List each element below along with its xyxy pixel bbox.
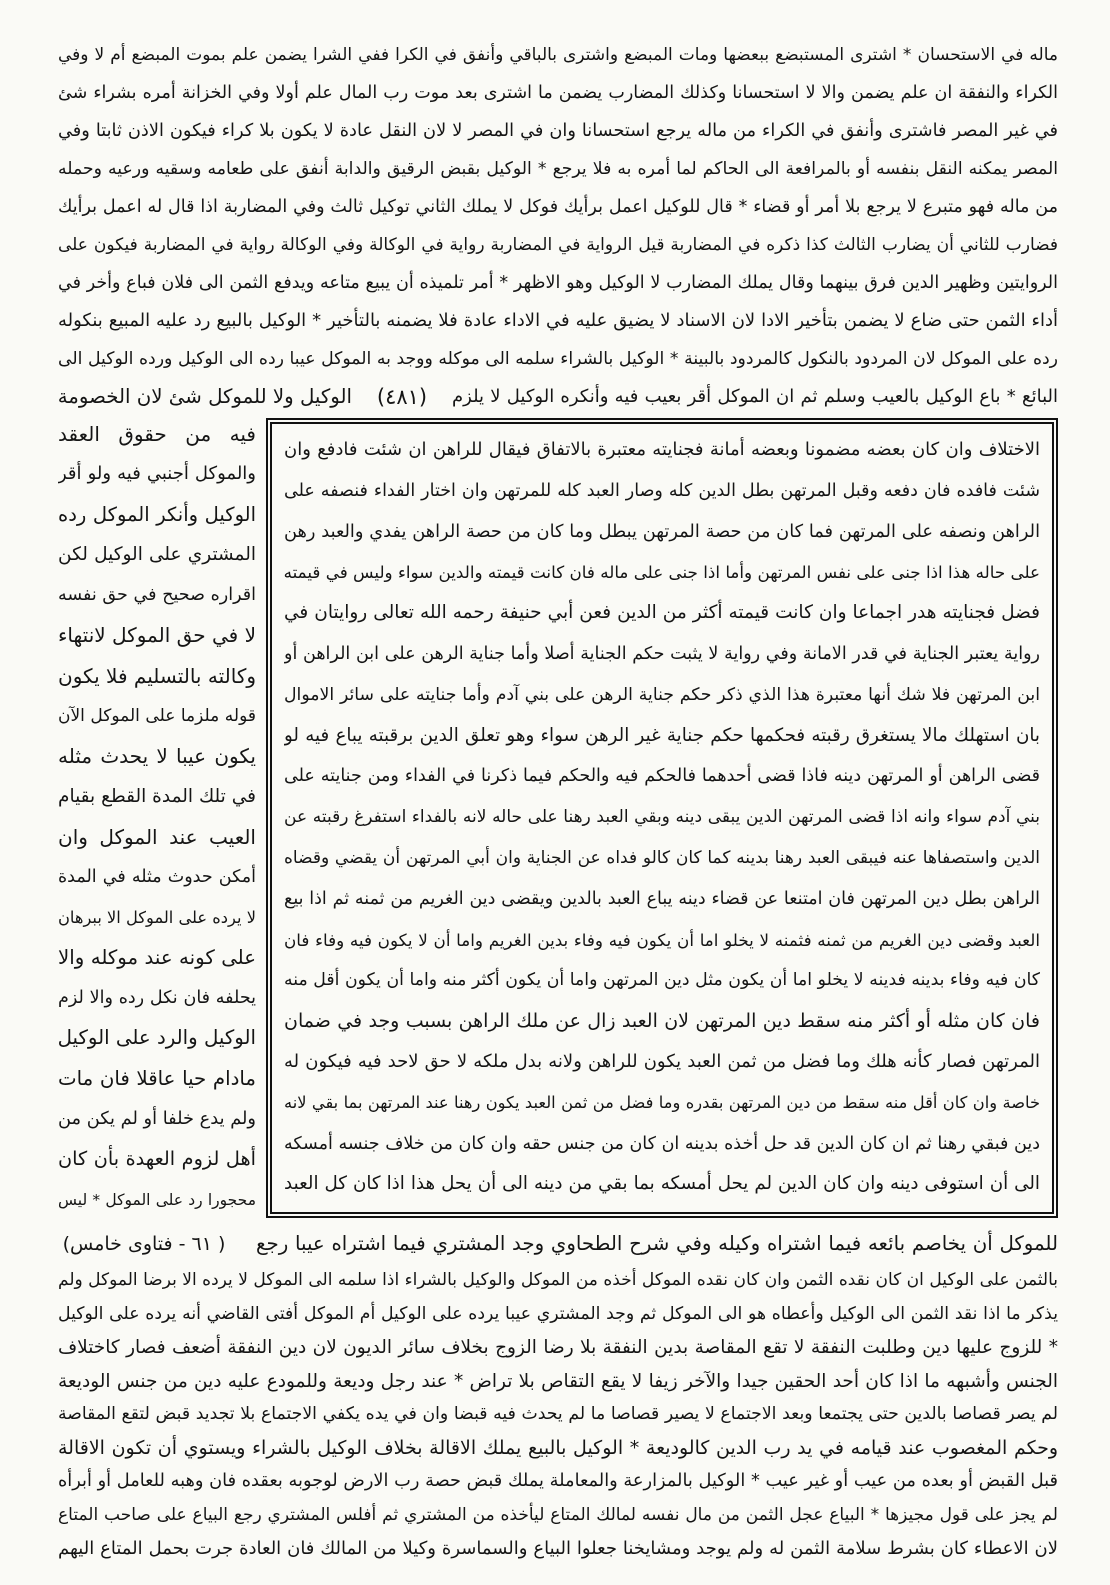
box-line: ابن المرتهن فلا شك أنها معتبرة هذا الذي ذكر حكم جناية الرهن على بني آدم وأما جنايته على سائر الاموال xyxy=(284,684,1040,705)
text-line: لم يجز على قول مجيزها * البياع عجل الثمن من مال نفسه لمالك المتاع ليأخذه من المشتري ثم أفلس المشتري رجع البياع على صاحب المتاع xyxy=(58,1504,1058,1525)
text-line: وحكم المغصوب عند قيامه في يد رب الدين كالوديعة * الوكيل بالبيع يملك الاقالة بخلاف الوكيل بالشراء ويستوي أن تكون الاقالة xyxy=(58,1436,1058,1459)
margin-line: أهل لزوم العهدة بأن كان xyxy=(58,1147,256,1171)
top-text-block xyxy=(58,36,1058,378)
text-line: الجنس وأشبهه ما اذا كان أحد الحقين جيدا والآخر زيفا لا يقع التقاص بلا تراض * عند رجل وديعة وللمودع عليه دين من جنس الوديعة xyxy=(58,1370,1058,1392)
margin-line: قوله ملزما على الموكل الآن xyxy=(58,706,256,727)
text-line: رده على الموكل لان المردود بالنكول كالمردود بالبينة * الوكيل بالشراء سلمه الى موكله ووجد به الموكل عيبا رده الى الوكيل ورده الوكيل الى xyxy=(58,349,1058,369)
signature-line xyxy=(58,1226,1058,1262)
margin-line: في تلك المدة القطع بقيام xyxy=(58,785,256,807)
margin-line: يكون عيبا لا يحدث مثله xyxy=(58,744,256,769)
margin-line: العيب عند الموكل وان xyxy=(58,824,256,849)
margin-line: الوكيل وأنكر الموكل رده xyxy=(58,502,256,526)
box-line: الاختلاف وان كان بعضه مضمونا وبعضه أمانة فجنايته معتبرة بالاتفاق فيقال للراهن ان شئت فادفع وان xyxy=(284,439,1040,460)
margin-line: على كونه عند موكله والا xyxy=(58,945,256,969)
text-line: ماله في الاستحسان * اشترى المستبضع ببعضها ومات المبضع واشترى بالباقي وأنفق في الكرا ففي الشرا يضمن علم بموت المبضع أم لا وفي xyxy=(58,45,1058,65)
text-line: لان الاعطاء كان بشرط سلامة الثمن له ولم يوجد ومشايخنا جعلوا البياع والسماسرة وكيلا من المالك فان العادة جرت بحمل المتاع اليهم xyxy=(58,1538,1058,1559)
text-line: المصر يمكنه النقل بنفسه أو بالمرافعة الى الحاكم لما أمره به فلا يرجع * الوكيل بقبض الرقيق والدابة أنفق على طعامه وسقيه ورعيه وحمله xyxy=(58,159,1058,179)
page-number: (٤٨١) xyxy=(376,385,428,409)
margin-line: يحلفه فان نكل رده والا لزم xyxy=(58,988,256,1009)
text-line: فضارب للثاني أن يضارب الثالث كذا ذكره في المضاربة قيل الرواية في المضاربة رواية في الوكالة وفي الوكالة رواية في المضاربة فيكون على xyxy=(58,235,1058,255)
text-line: بالثمن على الوكيل ان كان نقده الثمن وان كان نقده الموكل أخذه من الموكل والوكيل بالشراء اذا سلمه الى الموكل لا يرده الا برضا الموكل ولم xyxy=(58,1270,1058,1290)
box-line: فان كان مثله أو أكثر منه سقط دين المرتهن لان العبد زال عن ملك الراهن بسبب وجد في ضمان xyxy=(284,1010,1040,1033)
margin-line: وكالته بالتسليم فلا يكون xyxy=(58,663,256,688)
box-line: بان استهلك مالا يستغرق رقبته فحكمها حكم جناية غير الرهن سواء وهو تعلق الدين برقبته يباع فيه لو xyxy=(284,724,1040,746)
text-line: من ماله فهو متبرع لا يرجع بلا أمر أو قضاء * قال للوكيل اعمل برأيك فوكل لا يملك الثاني توكيل ثالث وفي المضاربة اذا قال له اعمل برأيك xyxy=(58,197,1058,217)
box-line: فضل فجنايته هدر اجماعا وان كانت قيمته أكثر من الدين فعن أبي حنيفة رحمه الله تعالى روايتان في xyxy=(284,602,1040,624)
margin-line: محجورا رد على الموكل * ليس xyxy=(58,1190,256,1209)
text-line: في غير المصر فاشترى وأنفق في الكراء من ماله يرجع استحسانا وان في المصر لا لان النقل عادة لا يكون بلا كراء فيكون الاذن ثابتا وفي xyxy=(58,121,1058,141)
signature-mark: ( ٦١ - فتاوى خامس) xyxy=(62,1233,226,1255)
box-line: كان فيه وفاء بدينه فدينه لا يخلو اما أن يكون مثل دين المرتهن واما أن يكون أكثر منه واما أن يكون أقل منه xyxy=(284,970,1040,991)
box-line: دين فبقي رهنا ثم ان كان الدين قد حل أخذه بدينه ان كان من جنس حقه وان كان من خلاف جنسه أمسكه xyxy=(284,1133,1040,1154)
bordered-text-box xyxy=(266,418,1058,1218)
text-line: البائع * باع الوكيل بالعيب وسلم ثم ان الموكل أقر بعيب فيه وأنكره الوكيل لا يلزم xyxy=(452,386,1058,407)
bottom-text-block xyxy=(58,1264,1058,1566)
margin-line: ولم يدع خلفا أو لم يكن من xyxy=(58,1109,256,1130)
box-line: قضى الراهن أو المرتهن دينه فاذا قضى أحدهما فالحكم فيه والحكم فيما ذكرنا في الفداء ومن جنايته على xyxy=(284,766,1040,787)
margin-line: الوكيل والرد على الوكيل xyxy=(58,1026,256,1050)
margin-line: والموكل أجنبي فيه ولو أقر xyxy=(58,463,256,485)
text-line: الروايتين وظهير الدين فرق بينهما وقال يملك المضارب لا الوكيل وهو الاظهر * أمر تلميذه أن يبيع متاعه ويدفع الثمن الى فلان فباع وأخر في xyxy=(58,273,1058,293)
text-line: للموكل أن يخاصم بائعه فيما اشتراه وكيله وفي شرح الطحاوي وجد المشتري فيما اشتراه عيبا رجع xyxy=(256,1232,1058,1255)
box-line: الدين واستصفاها عنه فيبقى العبد رهنا بدينه كما كان كالو فداه عن الجناية وان أبي المرتهن أن يقضي وقضاه xyxy=(284,847,1040,868)
text-line: * للزوج عليها دين وطلبت النفقة لا تقع المقاصة بدين النفقة بلا رضا الزوج بخلاف سائر الديون لان دين النفقة أضعف فصار كاختلاف xyxy=(58,1337,1058,1358)
box-line: المرتهن فصار كأنه هلك وما فضل من ثمن العبد يكون للراهن ولانه بدل ملكه لا حق لاحد فيه فيكون له xyxy=(284,1050,1040,1072)
text-line: يذكر ما اذا نقد الثمن الى الوكيل وأعطاه هو الى الموكل ثم وجد المشتري عيبا يرده على الوكيل أم الموكل أفتى القاضي أنه يرده على الوكيل xyxy=(58,1303,1058,1324)
text-line: لم يصر قصاصا بالدين حتى يجتمعا وبعد الاجتماع لا يصير قصاصا ما لم يحدث فيه قبضا وان في يده يكفي الاجتماع بلا تجديد قبض لتقع المقاصة xyxy=(58,1404,1058,1424)
box-line: على حاله هذا اذا جنى على نفس المرتهن وأما اذا جنى على ماله فان كانت قيمته والدين سواء وليس في قيمته xyxy=(284,562,1040,583)
text-line: الكراء والنفقة ان علم يضمن والا لا استحسانا وكذلك المضارب يضمن ما اشترى بعد موت رب المال علم أولا وفي الخزانة أمره بشراء شئ xyxy=(58,83,1058,103)
box-line: الراهن ونصفه على المرتهن فما كان من حصة المرتهن يبطل وما كان من حصة الراهن يفدي والعبد رهن xyxy=(284,521,1040,542)
margin-line: فيه من حقوق العقد xyxy=(58,422,256,446)
margin-line: الوكيل ولا للموكل شئ لان الخصومة xyxy=(58,385,352,408)
page-number-line xyxy=(58,378,1058,416)
box-line: شئت فافده فان دفعه وقبل المرتهن بطل الدين كله وصار العبد كله للمرتهن وان اختار الفداء فنصفه على xyxy=(284,480,1040,501)
margin-line: اقراره صحيح في حق نفسه xyxy=(58,585,256,606)
text-line: أداء الثمن حتى ضاع لا يضمن بتأخير الادا لان الاسناد لا يضيق عليه في الاداء عادة فلا يضمنه بالتأخير * الوكيل بالبيع رد عليه المبيع بنكوله xyxy=(58,310,1058,331)
margin-line: لا يرده على الموكل الا ببرهان xyxy=(58,907,256,927)
marginal-column xyxy=(58,414,256,1220)
box-line: الراهن بطل دين المرتهن فان امتنعا عن قضاء دينه يباع العبد بالدين ويقضى دين الغريم من ثمنه ثم اذا بيع xyxy=(284,888,1040,909)
text-line: قبل القبض أو بعده من عيب أو غير عيب * الوكيل بالمزارعة والمعاملة يملك قبض حصة رب الارض لوجوبه بعقده فان وهبه للعامل أو أبرأه xyxy=(58,1471,1058,1491)
box-line: العبد وقضى دين الغريم من ثمنه فثمنه لا يخلو اما أن يكون فيه وفاء بدين الغريم واما أن لا يكون فيه وفاء فان xyxy=(284,929,1040,950)
box-line: الى أن استوفى دينه وان كان الدين لم يحل أمسكه بما بقي من دينه الى أن يحل هذا اذا كان كل العبد xyxy=(284,1173,1040,1195)
box-line: بني آدم سواء وانه اذا قضى المرتهن الدين يبقى دينه وبقي العبد رهنا على حاله لانه بالفداء استفرغ رقبته عن xyxy=(284,807,1040,828)
margin-line: لا في حق الموكل لانتهاء xyxy=(58,623,256,648)
box-line: رواية يعتبر الجناية في قدر الامانة وفي رواية لا يثبت حكم الجناية أصلا وأما جناية الرهن على ابن الراهن أو xyxy=(284,643,1040,664)
box-line: خاصة وان كان أقل منه سقط من دين المرتهن بقدره وما فضل من ثمن العبد يكون رهنا عند المرتهن بما بقي لانه xyxy=(284,1092,1040,1112)
margin-line: مادام حيا عاقلا فان مات xyxy=(58,1066,256,1090)
margin-line: أمكن حدوث مثله في المدة xyxy=(58,867,256,888)
margin-line: المشتري على الوكيل لكن xyxy=(58,543,256,565)
